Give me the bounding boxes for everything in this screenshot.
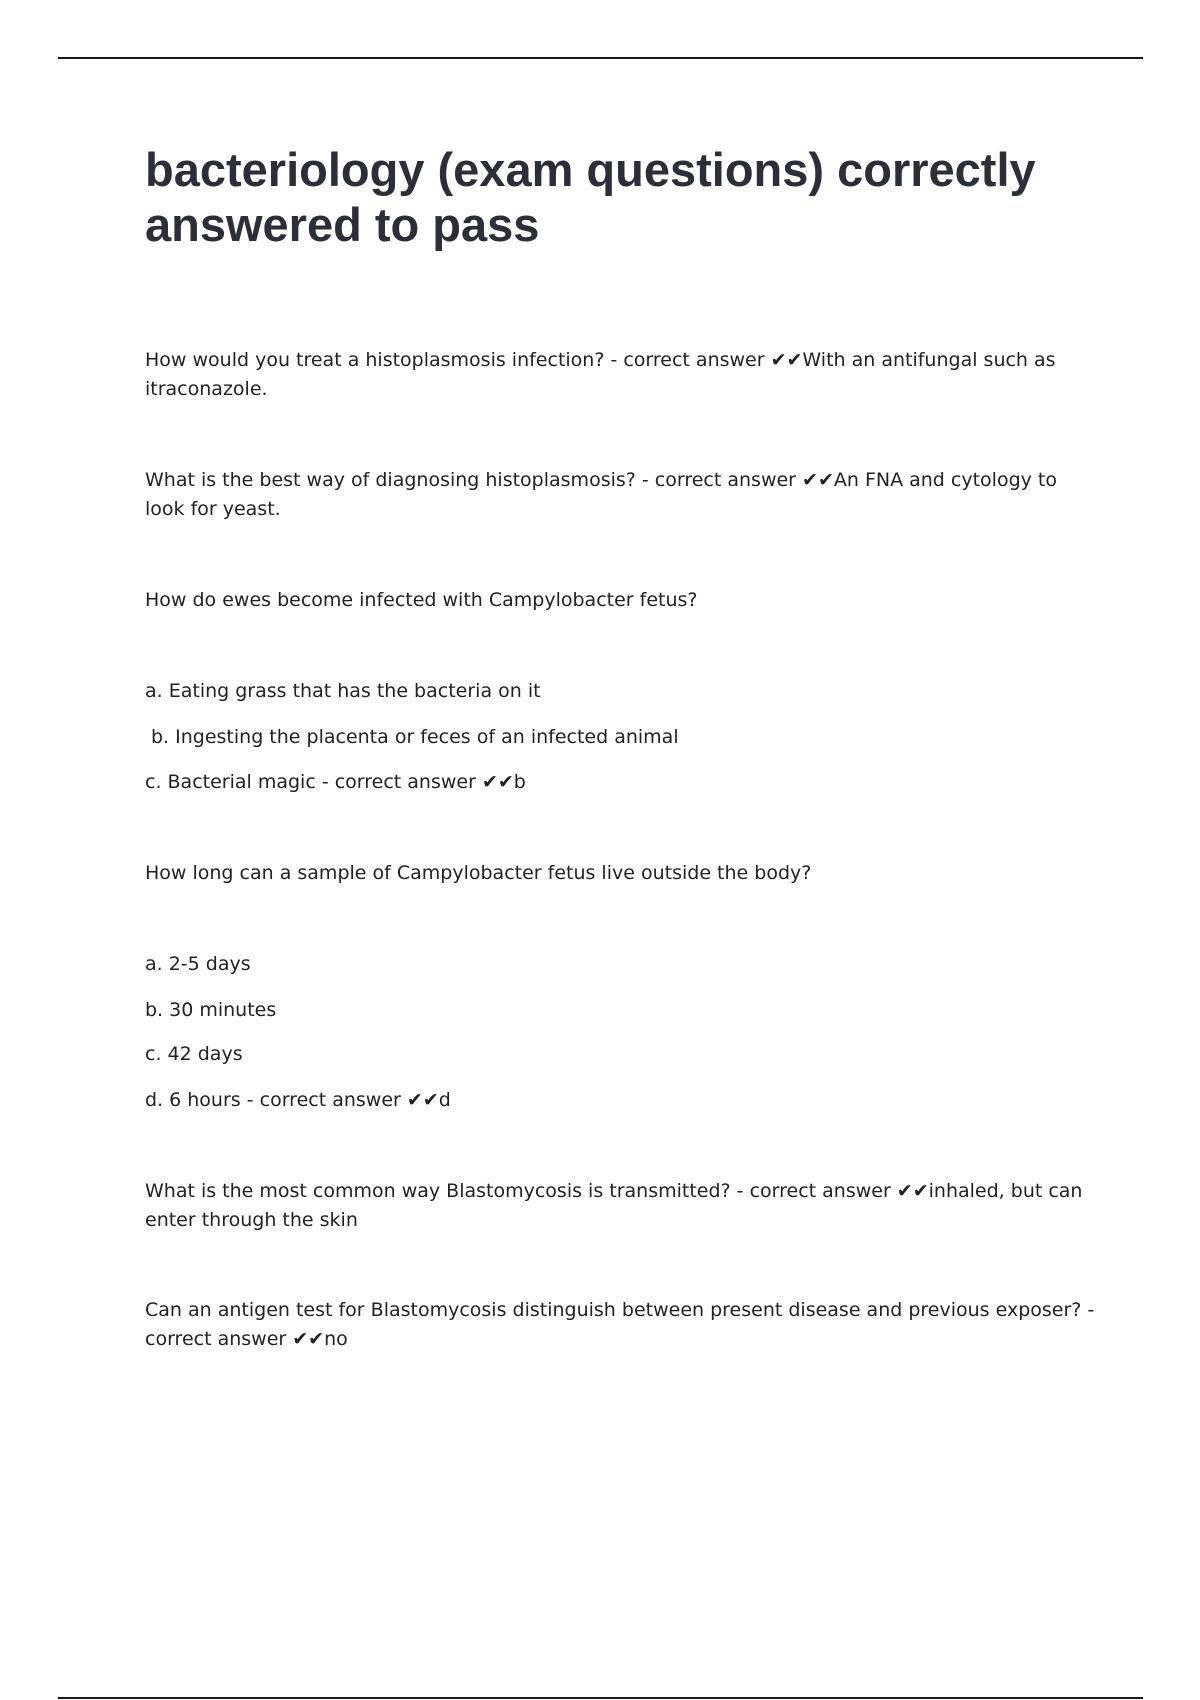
document-title: bacteriology (exam questions) correctly answered to pass	[145, 143, 1036, 251]
option-a-eating-grass: a. Eating grass that has the bacteria on it	[145, 680, 541, 702]
qa-item-histoplasmosis-diagnosis: What is the best way of diagnosing histoplasmosis? - correct answer ✔✔An FNA and cytology to look for yeast.	[145, 469, 1057, 520]
qa-item-histoplasmosis-treatment: How would you treat a histoplasmosis infection? - correct answer ✔✔With an antifungal such as itraconazole.	[145, 349, 1056, 400]
question-campylobacter-infection: How do ewes become infected with Campylobacter fetus?	[145, 589, 698, 611]
top-rule	[58, 57, 1143, 59]
option-d-6-hours: d. 6 hours - correct answer ✔✔d	[145, 1089, 451, 1111]
bottom-rule	[58, 1697, 1143, 1699]
question-campylobacter-survival: How long can a sample of Campylobacter fetus live outside the body?	[145, 862, 812, 884]
option-a-2-5-days: a. 2-5 days	[145, 953, 251, 975]
option-b-ingesting-placenta: b. Ingesting the placenta or feces of an infected animal	[151, 726, 679, 748]
option-b-30-minutes: b. 30 minutes	[145, 999, 277, 1021]
option-c-bacterial-magic: c. Bacterial magic - correct answer ✔✔b	[145, 771, 526, 793]
qa-item-blastomycosis-transmission: What is the most common way Blastomycosis is transmitted? - correct answer ✔✔inhaled, but can enter through the skin	[145, 1180, 1083, 1231]
option-c-42-days: c. 42 days	[145, 1043, 243, 1065]
qa-item-blastomycosis-antigen-test: Can an antigen test for Blastomycosis distinguish between present disease and previous exposer? - correct answer ✔✔no	[145, 1299, 1095, 1350]
